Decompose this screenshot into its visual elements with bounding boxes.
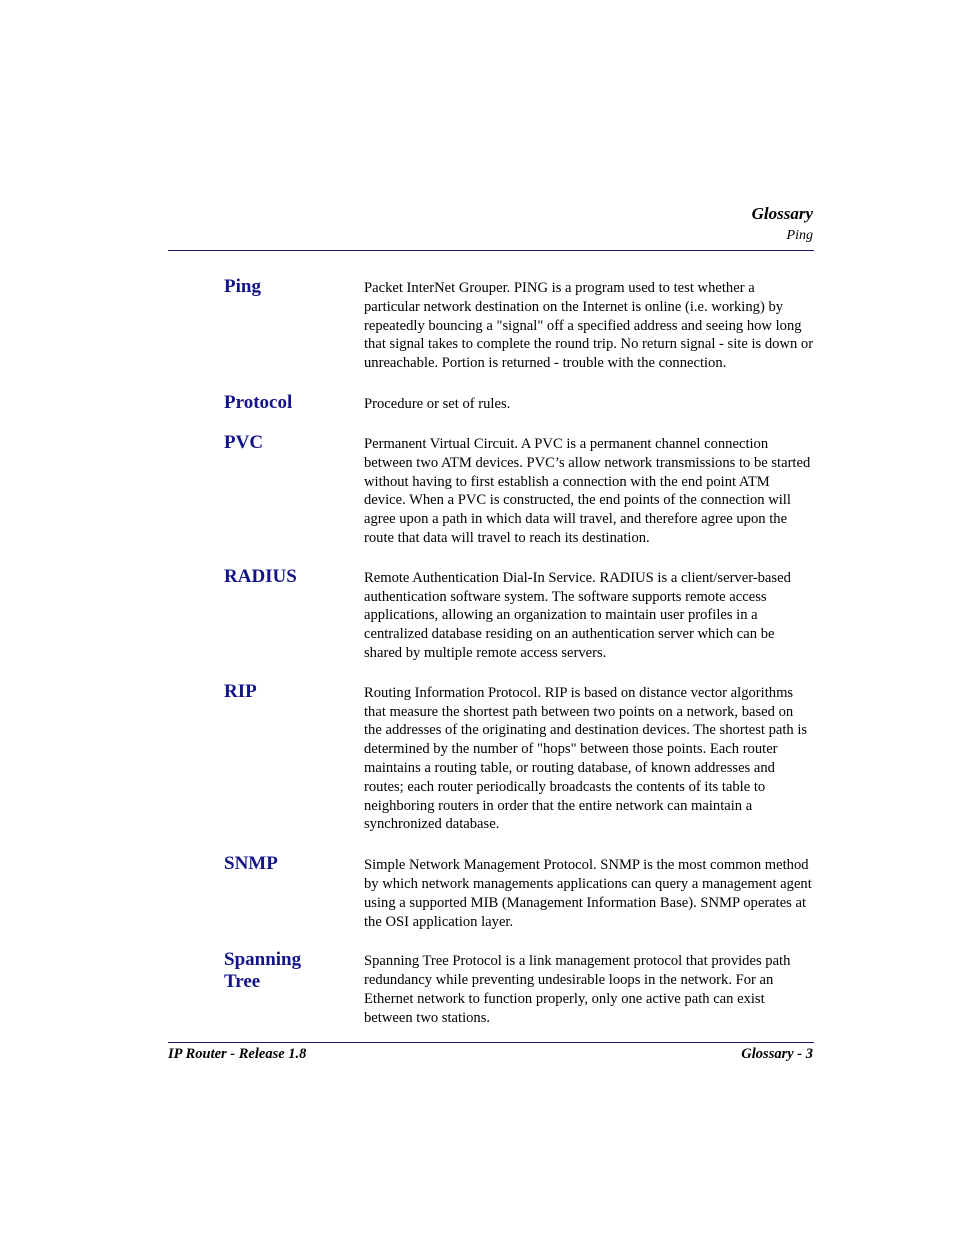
glossary-entry-radius — [224, 566, 814, 663]
glossary-definition: Remote Authentication Dial-In Service. RADIUS is a client/server-based authentication software system. The software supports remote access applications, allowing an organization to maintain user profiles in a centralized database residing on an authentication server which can be shared by multiple remote access servers. — [364, 569, 791, 661]
glossary-definition: Simple Network Management Protocol. SNMP is the most common method by which network managements applications can query a management agent using a supported MIB (Management Information Base). SNMP operates at the OSI application layer. — [364, 857, 812, 930]
glossary-entry-ping — [224, 276, 814, 373]
glossary-definition: Spanning Tree Protocol is a link management protocol that provides path redundancy while preventing undesirable loops in the network. For an Ethernet network to function properly, only one active path can exist between two stations. — [364, 953, 791, 1026]
glossary-term: RIP — [224, 680, 257, 702]
glossary-definition: Procedure or set of rules. — [364, 395, 511, 412]
glossary-term: Protocol — [224, 391, 293, 413]
header-rule — [168, 250, 814, 251]
glossary-entry-spanning-tree — [224, 949, 814, 1027]
glossary-entry-pvc — [224, 432, 814, 548]
header-subsection: Ping — [786, 228, 813, 243]
glossary-entry-rip — [224, 681, 814, 834]
footer-page-number: Glossary - 3 — [741, 1046, 813, 1062]
glossary-entry-snmp — [224, 853, 814, 931]
glossary-term: Spanning Tree — [224, 949, 302, 993]
glossary-entry-protocol — [224, 392, 814, 414]
footer-document-title: IP Router - Release 1.8 — [168, 1046, 307, 1062]
glossary-term: PVC — [224, 431, 264, 453]
glossary-definition: Permanent Virtual Circuit. A PVC is a permanent channel connection between two ATM devices. PVC’s allow network transmissions to be started without having to first establish a connection with the end point ATM device. When a PVC is constructed, the end points of the connection will agree upon a path in which data will travel, and therefore agree upon the route that data will travel to reach its destination. — [364, 435, 811, 546]
footer-rule — [168, 1042, 814, 1043]
glossary-definition: Routing Information Protocol. RIP is based on distance vector algorithms that measure the shortest path between two points on a network, based on the addresses of the originating and destination devices. The shortest path is determined by the number of "hops" between those points. Each router maintains a routing table, or routing database, of known addresses and routes; each router periodically broadcasts the contents of its table to neighboring routers in order that the entire network can maintain a synchronized database. — [364, 684, 808, 833]
glossary-definition: Packet InterNet Grouper. PING is a program used to test whether a particular network destination on the Internet is online (i.e. working) by repeatedly bouncing a "signal" off a specified address and seeing how long that signal takes to complete the round trip. No return signal - site is down or unreachable. Portion is returned - trouble with the connection. — [364, 280, 814, 372]
glossary-term: RADIUS — [224, 565, 297, 587]
glossary-term: SNMP — [224, 853, 278, 875]
header-section-title: Glossary — [751, 204, 813, 223]
glossary-list — [224, 276, 814, 1028]
glossary-term: Ping — [224, 276, 261, 297]
